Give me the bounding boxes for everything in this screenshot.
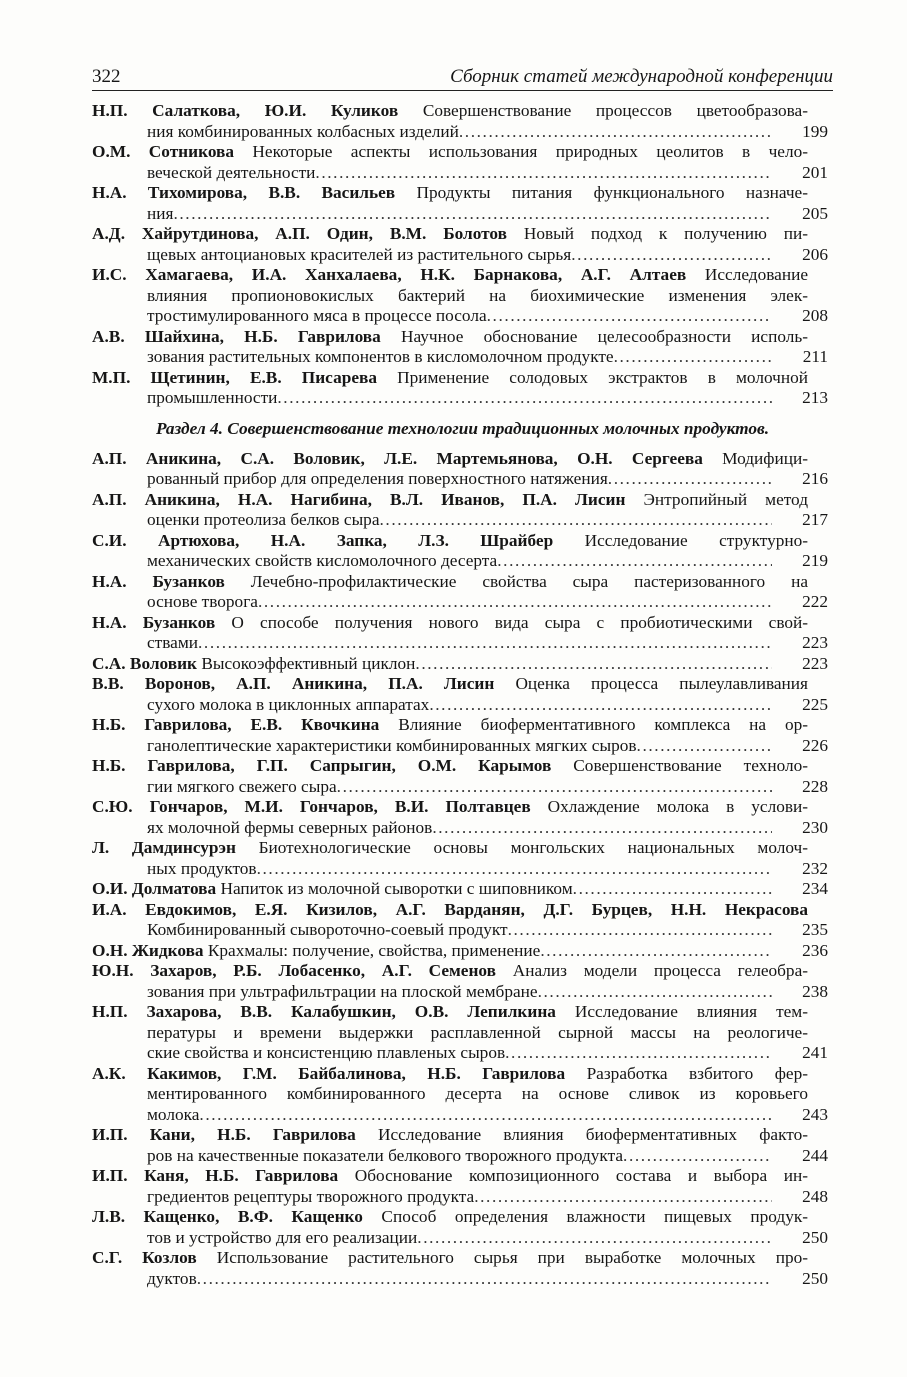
- toc-entry-line: С.А. Воловик Высокоэффективный циклон .....: [92, 654, 808, 675]
- toc-entry: [92, 899, 828, 941]
- dot-leader: [459, 122, 772, 143]
- toc-entry: [92, 797, 828, 838]
- toc-entry-line: ганолептические характеристики комбинированных мягких сыров .....: [92, 736, 808, 757]
- toc-page-number: 235: [802, 920, 828, 939]
- toc-page-number: 205: [802, 203, 828, 223]
- toc-entry: [92, 1002, 828, 1064]
- toc-entry: [92, 838, 828, 879]
- toc-entry-line: И.П. Каня, Н.Б. Гаврилова Обоснование композиционного состава и выбора ин-: [92, 1166, 808, 1185]
- toc-list-top: [92, 101, 828, 409]
- toc-entry-line: ния .....: [92, 204, 808, 225]
- dot-leader: [380, 510, 773, 531]
- toc-entry-line: М.П. Щетинин, Е.В. Писарева Применение солодовых экстрактов в молочной: [92, 367, 808, 387]
- toc-entry-line: ментированного комбинированного десерта на основе сливок из коровьего: [147, 1084, 808, 1103]
- dot-leader: [623, 1146, 772, 1167]
- dot-leader: [415, 654, 772, 675]
- toc-entry-line: А.П. Аникина, С.А. Воловик, Л.Е. Мартемьянова, О.Н. Сергеева Модифици-: [92, 448, 808, 468]
- toc-page-number: 243: [802, 1104, 828, 1124]
- table-of-contents: [92, 101, 828, 1289]
- dot-leader: [429, 695, 772, 716]
- toc-entry-line: дуктов .....: [92, 1269, 808, 1290]
- toc-entry-line: гредиентов рецептуры творожного продукта .....: [92, 1187, 808, 1208]
- toc-page-number: 236: [802, 940, 828, 960]
- toc-entry-line: Н.П. Салаткова, Ю.И. Куликов Совершенствование процессов цветообразова-: [92, 101, 808, 120]
- toc-entry-line: промышленности .....: [92, 388, 808, 409]
- dot-leader: [508, 920, 772, 941]
- toc-page-number: 211: [802, 347, 828, 366]
- dot-leader: [637, 736, 772, 757]
- toc-entry-line: ных продуктов .....: [92, 859, 808, 880]
- toc-entry: [92, 367, 828, 409]
- toc-entry-line: А.Д. Хайрутдинова, А.П. Один, В.М. Болотов Новый подход к получению пи-: [92, 224, 808, 243]
- toc-page-number: 234: [802, 879, 828, 898]
- dot-leader: [417, 1228, 772, 1249]
- toc-entry-line: С.И. Артюхова, Н.А. Запка, Л.З. Шрайбер Исследование структурно-: [92, 530, 808, 550]
- dot-leader: [199, 1105, 772, 1126]
- toc-entry-line: влияния пропионовокислых бактерий на биохимические изменения элек-: [147, 285, 808, 305]
- section-title: Раздел 4. Совершенствование технологии традиционных молочных продуктов.: [155, 418, 770, 438]
- toc-page-number: 225: [802, 694, 828, 714]
- dot-leader: [571, 245, 772, 266]
- toc-entry-line: О.И. Долматова Напиток из молочной сыворотки с шиповником .....: [92, 879, 808, 900]
- toc-entry: [92, 756, 828, 797]
- toc-entry: [92, 879, 828, 900]
- toc-page-number: 217: [802, 510, 828, 529]
- toc-page-number: 208: [802, 306, 828, 325]
- toc-entry-line: ствами .....: [92, 633, 808, 654]
- toc-page-number: 201: [802, 162, 828, 182]
- toc-entry-line: щевых антоциановых красителей из растительного сырья .....: [92, 245, 808, 266]
- toc-entry-line: пературы и времени выдержки расплавленной сырной массы на реологиче-: [147, 1022, 808, 1042]
- toc-entry-line: веческой деятельности .....: [92, 163, 808, 184]
- toc-entry-line: Л. Дамдинсурэн Биотехнологические основы монгольских национальных молоч-: [92, 838, 808, 857]
- dot-leader: [197, 1269, 772, 1290]
- toc-entry-line: Комбинированный сывороточно-соевый продукт .....: [92, 920, 808, 941]
- toc-entry-line: О.Н. Жидкова Крахмалы: получение, свойства, применение .....: [92, 941, 808, 962]
- dot-leader: [474, 1187, 772, 1208]
- toc-page-number: 250: [802, 1268, 828, 1288]
- dot-leader: [198, 633, 772, 654]
- toc-entry-line: Н.Б. Гаврилова, Г.П. Сапрыгин, О.М. Карымов Совершенствование техноло-: [92, 756, 808, 775]
- toc-entry-line: гии мягкого свежего сыра .....: [92, 777, 808, 798]
- toc-entry: [92, 1166, 828, 1207]
- toc-entry-line: А.К. Какимов, Г.М. Байбалинова, Н.Б. Гаврилова Разработка взбитого фер-: [92, 1063, 808, 1083]
- toc-entry-line: зования при ультрафильтрации на плоской мембране .....: [92, 982, 808, 1003]
- dot-leader: [538, 982, 772, 1003]
- toc-entry: [92, 1063, 828, 1126]
- dot-leader: [315, 163, 772, 184]
- toc-page-number: 248: [802, 1186, 828, 1206]
- dot-leader: [573, 879, 772, 900]
- toc-entry-line: оценки протеолиза белков сыра .....: [92, 510, 808, 531]
- toc-page-number: 223: [802, 653, 828, 673]
- toc-entry-line: механических свойств кисломолочного десерта .....: [92, 551, 808, 572]
- toc-page-number: 244: [802, 1145, 828, 1165]
- toc-entry: [92, 224, 828, 265]
- toc-page-number: 223: [802, 633, 828, 652]
- toc-page-number: 199: [802, 121, 828, 141]
- toc-page-number: 222: [802, 592, 828, 611]
- toc-entry-line: зования растительных компонентов в кисломолочном продукте .....: [92, 347, 808, 368]
- running-title: Сборник статей международной конференции: [450, 66, 833, 87]
- toc-entry-line: А.П. Аникина, Н.А. Нагибина, В.Л. Иванов, П.А. Лисин Энтропийный метод: [92, 489, 808, 509]
- toc-entry: [92, 961, 828, 1002]
- toc-entry-line: Н.А. Тихомирова, В.В. Васильев Продукты питания функционального назначе-: [92, 183, 808, 202]
- toc-entry-line: ров на качественные показатели белкового творожного продукта .....: [92, 1146, 808, 1167]
- toc-entry: [92, 448, 828, 490]
- toc-entry: [92, 940, 828, 962]
- toc-entry-line: тростимулированного мяса в процессе посола .....: [92, 306, 808, 327]
- dot-leader: [258, 592, 772, 613]
- toc-entry-line: Н.П. Захарова, В.В. Калабушкин, О.В. Лепилкина Исследование влияния тем-: [92, 1002, 808, 1021]
- toc-page-number: 232: [802, 858, 828, 878]
- dot-leader: [337, 777, 772, 798]
- toc-entry-line: основе творога .....: [92, 592, 808, 613]
- toc-page-number: 213: [802, 388, 828, 407]
- toc-entry: [92, 1207, 828, 1248]
- toc-entry: [92, 715, 828, 756]
- toc-entry-line: О.М. Сотникова Некоторые аспекты использования природных цеолитов в чело-: [92, 142, 808, 161]
- toc-list-bottom: [92, 448, 828, 1290]
- page-header: [92, 66, 833, 91]
- toc-entry-line: И.П. Кани, Н.Б. Гаврилова Исследование влияния биоферментативных факто-: [92, 1125, 808, 1144]
- toc-entry: [92, 530, 828, 572]
- toc-entry: [92, 571, 828, 613]
- toc-entry: [92, 183, 828, 224]
- toc-entry-line: ния комбинированных колбасных изделий .....: [92, 122, 808, 143]
- dot-leader: [487, 306, 772, 327]
- toc-entry-line: В.В. Воронов, А.П. Аникина, П.А. Лисин Оценка процесса пылеулавливания: [92, 674, 808, 693]
- dot-leader: [608, 469, 772, 490]
- toc-entry-line: сухого молока в циклонных аппаратах .....: [92, 695, 808, 716]
- toc-page-number: 219: [802, 551, 828, 570]
- toc-entry-line: А.В. Шайхина, Н.Б. Гаврилова Научное обоснование целесообразности исполь-: [92, 326, 808, 346]
- toc-page-number: 216: [802, 469, 828, 488]
- toc-entry-line: С.Г. Козлов Использование растительного сырья при выработке молочных про-: [92, 1248, 808, 1267]
- dot-leader: [497, 551, 772, 572]
- page-number: 322: [92, 66, 121, 87]
- toc-entry-line: ях молочной фермы северных районов .....: [92, 818, 808, 839]
- dot-leader: [173, 204, 772, 225]
- toc-entry: [92, 142, 828, 183]
- toc-entry-line: Н.Б. Гаврилова, Е.В. Квочкина Влияние биоферментативного комплекса на ор-: [92, 715, 808, 734]
- dot-leader: [277, 388, 772, 409]
- toc-entry-line: тов и устройство для его реализации .....: [92, 1228, 808, 1249]
- toc-entry-line: И.С. Хамагаева, И.А. Ханхалаева, Н.К. Барнакова, А.Г. Алтаев Исследование: [92, 265, 808, 284]
- toc-entry-line: Ю.Н. Захаров, Р.Б. Лобасенко, А.Г. Семенов Анализ модели процесса гелеобра-: [92, 961, 808, 980]
- toc-entry: [92, 612, 828, 654]
- toc-entry: [92, 1125, 828, 1166]
- toc-entry-line: ские свойства и консистенцию плавленых сыров .....: [92, 1043, 808, 1064]
- toc-entry-line: Л.В. Кащенко, В.Ф. Кащенко Способ определения влажности пищевых продук-: [92, 1207, 808, 1226]
- toc-entry-line: С.Ю. Гончаров, М.И. Гончаров, В.И. Полтавцев Охлаждение молока в услови-: [92, 797, 808, 816]
- toc-page-number: 238: [802, 981, 828, 1001]
- toc-entry: [92, 674, 828, 715]
- dot-leader: [257, 859, 772, 880]
- toc-page-number: 206: [802, 244, 828, 264]
- toc-entry: [92, 1248, 828, 1289]
- toc-entry: [92, 653, 828, 675]
- toc-page-number: 250: [802, 1227, 828, 1247]
- toc-entry: [92, 489, 828, 531]
- dot-leader: [432, 818, 772, 839]
- toc-page-number: 226: [802, 735, 828, 755]
- toc-entry-line: рованный прибор для определения поверхностного натяжения .....: [92, 469, 808, 490]
- toc-entry-line: Н.А. Бузанков О способе получения нового вида сыра с пробиотическими свой-: [92, 612, 808, 632]
- toc-page-number: 230: [802, 817, 828, 837]
- toc-page-number: 241: [802, 1043, 828, 1062]
- toc-entry: [92, 265, 828, 327]
- dot-leader: [614, 347, 772, 368]
- toc-page-number: 228: [802, 776, 828, 796]
- toc-entry-line: И.А. Евдокимов, Е.Я. Кизилов, А.Г. Варданян, Д.Г. Бурцев, Н.Н. Некрасова: [92, 899, 808, 919]
- dot-leader: [505, 1043, 772, 1064]
- toc-entry: [92, 326, 828, 368]
- toc-entry-line: Н.А. Бузанков Лечебно-профилактические свойства сыра пастеризованного на: [92, 571, 808, 591]
- toc-entry-line: молока .....: [92, 1105, 808, 1126]
- dot-leader: [540, 941, 772, 962]
- toc-entry: [92, 101, 828, 142]
